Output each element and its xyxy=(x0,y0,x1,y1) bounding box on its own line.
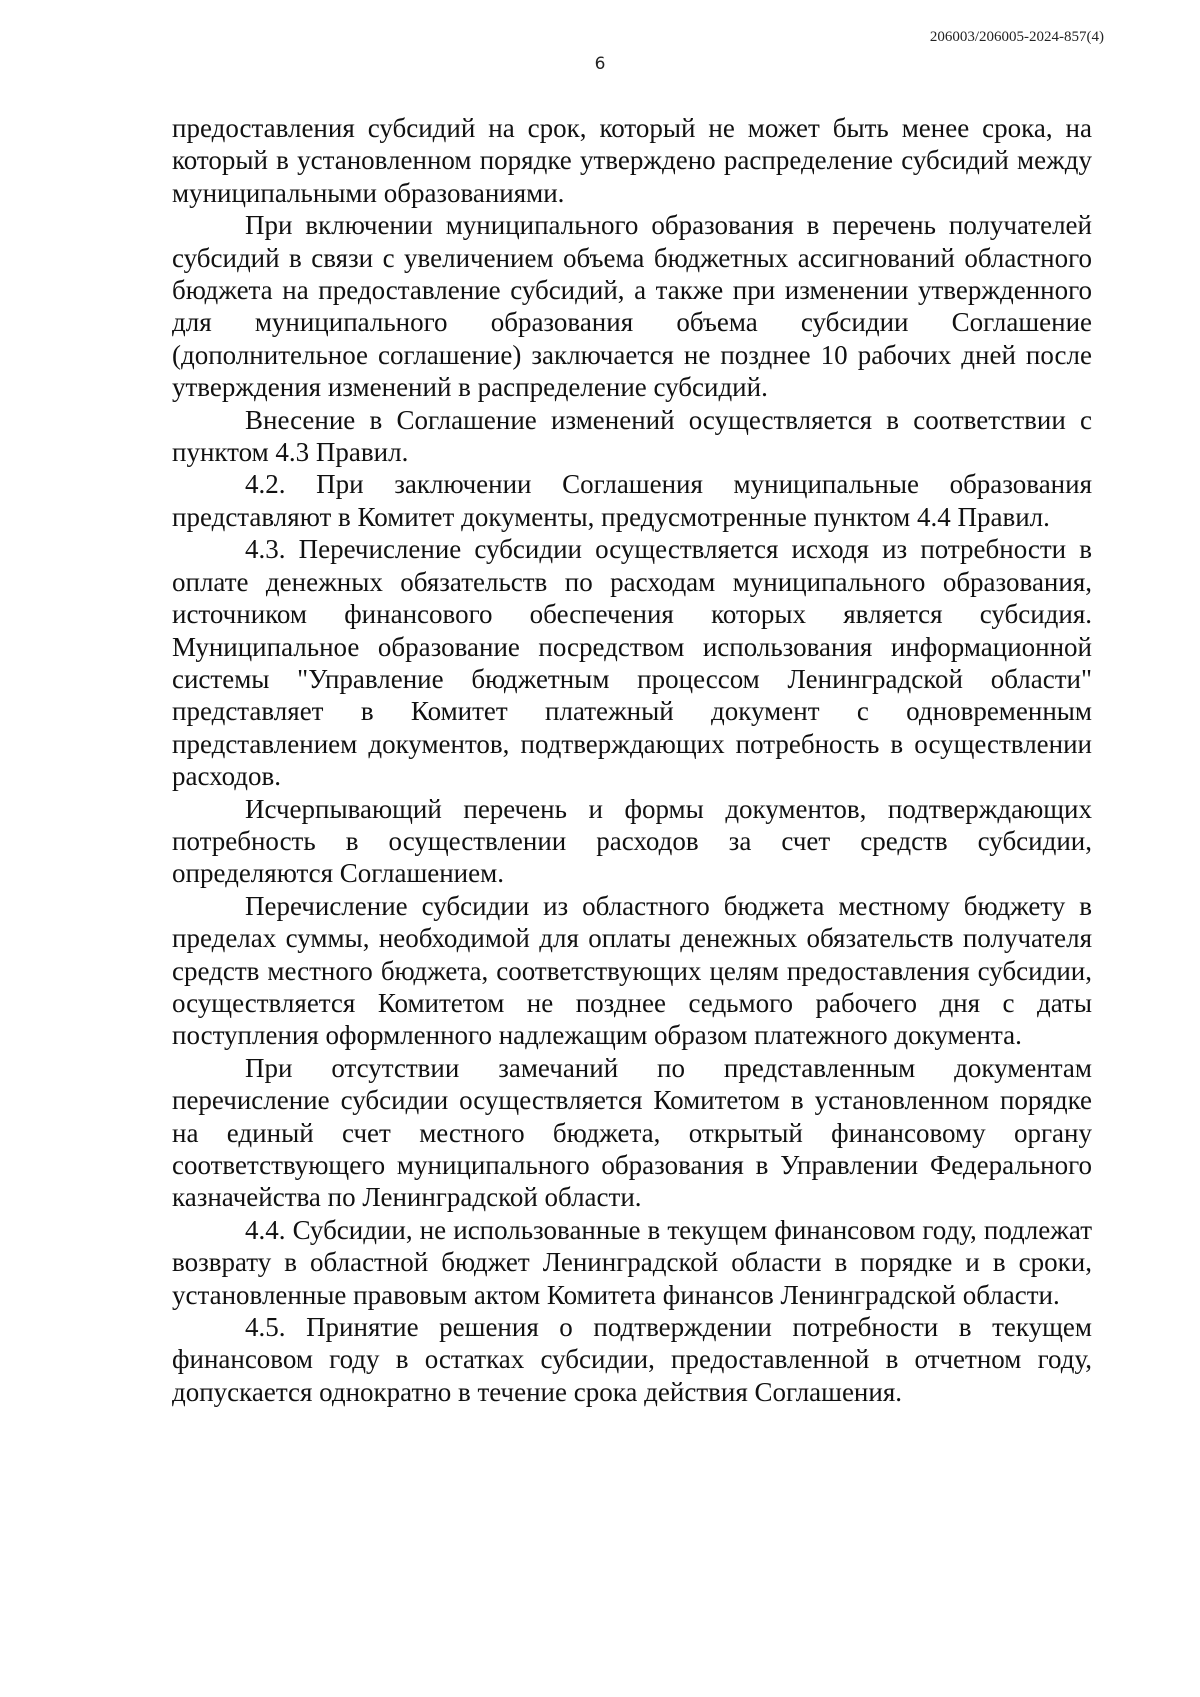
paragraph-clause-4-4: 4.4. Субсидии, не использованные в текущем финансовом году, подлежат возврату в областной бюджет Ленинградской области в порядке и в сроки, установленные правовым актом Комитета финансов Ленинградской области. xyxy=(172,1214,1092,1310)
paragraph-continuation: предоставления субсидий на срок, который не может быть менее срока, на который в установленном порядке утверждено распределение субсидий между муниципальными образованиями. xyxy=(172,113,1092,208)
paragraph: Внесение в Соглашение изменений осуществляется в соответствии с пунктом 4.3 Правил. xyxy=(172,404,1092,468)
page-number: 6 xyxy=(594,54,606,74)
paragraph: Исчерпывающий перечень и формы документов, подтверждающих потребность в осуществлении расходов за счет средств субсидии, определяются Соглашением. xyxy=(172,793,1092,889)
paragraph: При отсутствии замечаний по представленным документам перечисление субсидии осуществляется Комитетом в установленном порядке на единый счет местного бюджета, открытый финансовому органу соответствующего муниципального образования в Управлении Федерального казначейства по Ленинградской области. xyxy=(172,1052,1092,1213)
paragraph-clause-4-3: 4.3. Перечисление субсидии осуществляется исходя из потребности в оплате денежных обязательств по расходам муниципального образования, источником финансового обеспечения которых является субсидия. Муниципальное образование посредством использования информационной системы "Управление бюджетным процессом Ленинградской области" представляет в Комитет платежный документ с одновременным представлением документов, подтверждающих потребность в осуществлении расходов. xyxy=(172,534,1092,792)
document-id: 206003/206005-2024-857(4) xyxy=(929,29,1104,45)
paragraph: Перечисление субсидии из областного бюджета местному бюджету в пределах суммы, необходимой для оплаты денежных обязательств получателя средств местного бюджета, соответствующих целям предоставления субсидии, осуществляется Комитетом не позднее седьмого рабочего дня с даты поступления оформленного надлежащим образом платежного документа. xyxy=(172,890,1092,1051)
paragraph: При включении муниципального образования в перечень получателей субсидий в связи с увеличением объема бюджетных ассигнований областного бюджета на предоставление субсидий, а также при изменении утвержденного для муниципального образования объема субсидии Соглашение (дополнительное соглашение) заключается не позднее 10 рабочих дней после утверждения изменений в распределение субсидий. xyxy=(172,210,1092,403)
document-body xyxy=(172,112,1092,1408)
paragraph-clause-4-5: 4.5. Принятие решения о подтверждении потребности в текущем финансовом году в остатках субсидии, предоставленной в отчетном году, допускается однократно в течение срока действия Соглашения. xyxy=(172,1312,1092,1407)
paragraph-clause-4-2: 4.2. При заключении Соглашения муниципальные образования представляют в Комитет документы, предусмотренные пунктом 4.4 Правил. xyxy=(172,469,1092,532)
